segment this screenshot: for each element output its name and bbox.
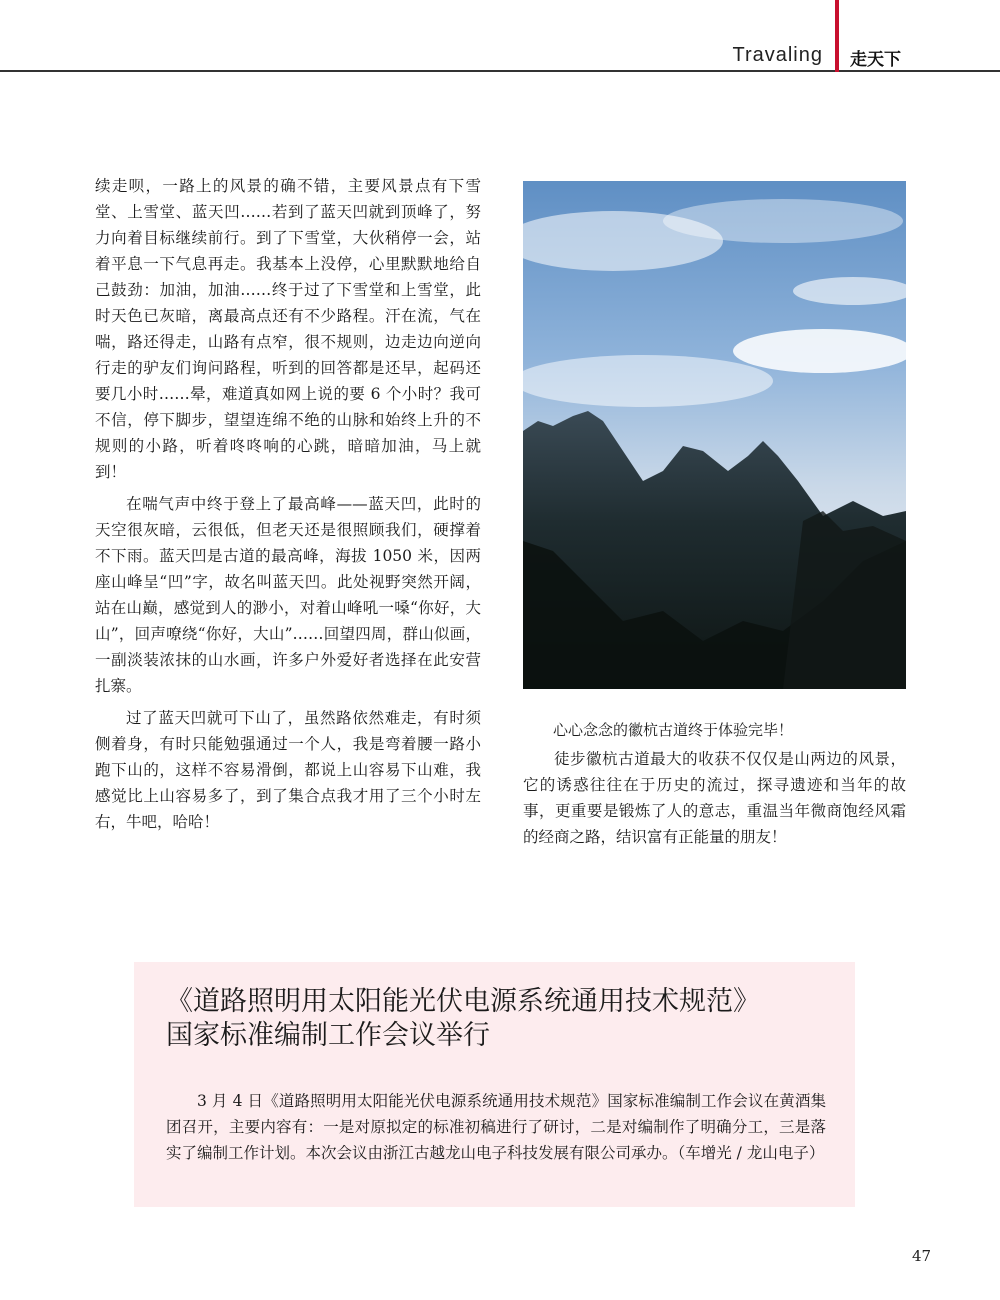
article-right-column bbox=[523, 746, 906, 856]
news-title bbox=[166, 985, 846, 1053]
page-number: 47 bbox=[912, 1247, 932, 1265]
section-title-en: Travaling bbox=[732, 44, 823, 66]
article-paragraph: 在喘气声中终于登上了最高峰——蓝天凹，此时的天空很灰暗，云很低，但老天还是很照顾我们，硬撑着不下雨。蓝天凹是古道的最高峰，海拔 1050 米，因两座山峰呈“凹”字，故名叫蓝天凹。此处视野突然开阔，站在山巅，感觉到人的渺小，对着山峰吼一嗓“你好，大山”，回声嘹绕“你好，大山”……回望四周，群山似画，一副淡装浓抹的山水画，许多户外爱好者选择在此安营扎寨。 bbox=[95, 495, 481, 695]
article-paragraph: 续走呗，一路上的风景的确不错，主要风景点有下雪堂、上雪堂、蓝天凹……若到了蓝天凹就到顶峰了，努力向着目标继续前行。到了下雪堂，大伙稍停一会，站着平息一下气息再走。我基本上没停，心里默默地给自己鼓劲：加油，加油……终于过了下雪堂和上雪堂，此时天色已灰暗，离最高点还有不少路程。汗在流，气在喘，路还得走，山路有点窄，很不规则，边走边向逆向行走的驴友们询问路程，听到的回答都是还早，起码还要几小时……晕，难道真如网上说的要 6 个小时？我可不信，停下脚步，望望连绵不绝的山脉和始终上升的不规则的小路，听着咚咚响的心跳，暗暗加油，马上就到！ bbox=[95, 177, 481, 481]
article-paragraph: 过了蓝天凹就可下山了，虽然路依然难走，有时须侧着身，有时只能勉强通过一个人，我是弯着腰一路小跑下山的，这样不容易滑倒，都说上山容易下山难，我感觉比上山容易多了，到了集合点我才用了三个小时左右，牛吧，哈哈！ bbox=[95, 709, 481, 831]
header-rule bbox=[0, 70, 1000, 72]
photo-caption: 心心念念的徽杭古道终于体验完毕！ bbox=[553, 721, 794, 739]
news-title-line: 国家标准编制工作会议举行 bbox=[166, 1020, 490, 1051]
news-title-line: 《道路照明用太阳能光伏电源系统通用技术规范》 bbox=[166, 986, 760, 1017]
section-title-cn: 走天下 bbox=[850, 50, 901, 70]
header-accent-bar bbox=[835, 0, 839, 72]
article-paragraph: 徒步徽杭古道最大的收获不仅仅是山两边的风景，它的诱惑往往在于历史的流过，探寻遗迹和当年的故事，更重要是锻炼了人的意志，重温当年微商饱经风霜的经商之路，结识富有正能量的朋友！ bbox=[523, 750, 906, 846]
article-left-column bbox=[95, 173, 481, 841]
news-body: 3 月 4 日《道路照明用太阳能光伏电源系统通用技术规范》国家标准编制工作会议在黄酒集团召开，主要内容有：一是对原拟定的标准初稿进行了研讨，二是对编制作了明确分工，三是落实了编制工作计划。本次会议由浙江古越龙山电子科技发展有限公司承办。（车增光 / 龙山电子） bbox=[166, 1092, 826, 1162]
mountain-photo bbox=[523, 181, 906, 689]
